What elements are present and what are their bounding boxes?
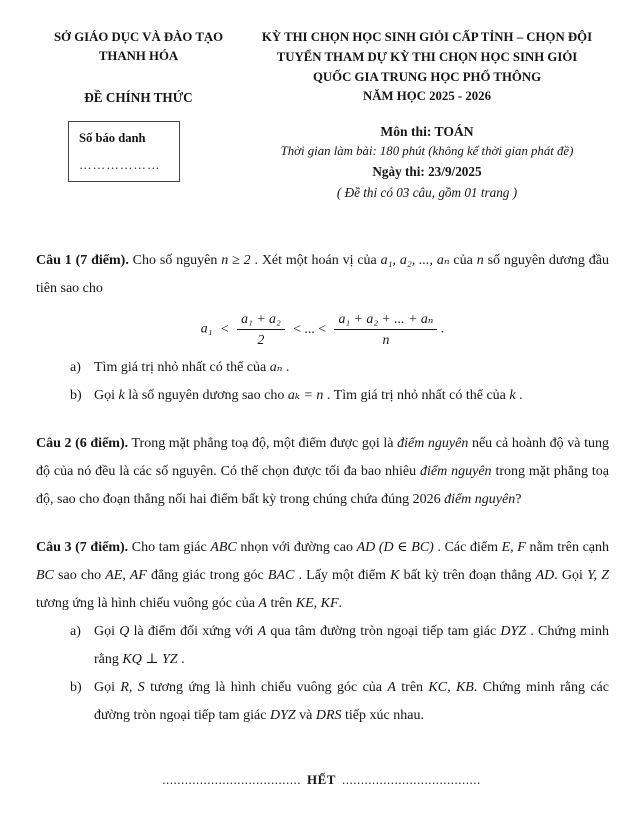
candidate-number-dotted-line: ……………… xyxy=(79,158,161,173)
fraction-1-numerator: a₁ + a₂ xyxy=(241,311,281,327)
header xyxy=(36,28,609,203)
question-3-item-b xyxy=(36,674,609,730)
header-left xyxy=(36,28,241,182)
formula-relation-1: < xyxy=(220,320,229,336)
subject-line: Môn thi: TOÁN xyxy=(380,124,474,140)
item-marker: b) xyxy=(70,679,82,695)
item-marker: a) xyxy=(70,623,81,639)
fraction-2-numerator: a₁ + a₂ + ... + aₙ xyxy=(338,311,434,327)
formula-lead-term: a₁ xyxy=(200,320,213,336)
end-of-paper-line xyxy=(0,772,643,788)
item-text: Gọi Q là điểm đối xứng với A qua tâm đường tròn ngoại tiếp tam giác DYZ . Chứng minh rằng KQ ⊥ YZ . xyxy=(94,623,609,667)
question-1-intro: Câu 1 (7 điểm). Cho số nguyên n ≥ 2 . Xét một hoán vị của a₁, a₂, ..., aₙ của n số nguyên dương đầu tiên sao cho xyxy=(36,253,609,297)
official-exam-label: ĐỀ CHÍNH THỨC xyxy=(84,90,193,106)
exam-title-line-2: TUYỂN THAM DỰ KỲ THI CHỌN HỌC SINH GIỎI xyxy=(276,49,578,64)
item-marker: b) xyxy=(70,387,82,403)
exam-title-line-1: KỲ THI CHỌN HỌC SINH GIỎI CẤP TỈNH – CHỌN ĐỘI xyxy=(261,30,593,44)
fraction-1-denominator: 2 xyxy=(237,329,285,349)
department-name: SỞ GIÁO DỤC VÀ ĐÀO TẠO xyxy=(53,30,224,44)
question-3-intro: Câu 3 (7 điểm). Cho tam giác ABC nhọn với đường cao AD (D ∈ BC) . Các điểm E, F nằm trên cạnh BC sao cho AE, AF đẳng giác trong góc BAC . Lấy một điểm K bất kỳ trên đoạn thẳng AD. Gọi Y, Z tương ứng là hình chiếu vuông góc của A trên KE, KF. xyxy=(36,539,610,611)
candidate-number-box xyxy=(68,121,180,182)
item-text: Gọi k là số nguyên dương sao cho aₖ = n . Tìm giá trị nhỏ nhất có thể của k . xyxy=(94,387,523,403)
exam-title-line-3: QUỐC GIA TRUNG HỌC PHỔ THÔNG xyxy=(312,69,542,84)
end-left-dots: ..................................... xyxy=(162,772,302,787)
candidate-number-label: Số báo danh xyxy=(79,131,146,146)
question-3-item-a xyxy=(36,618,609,674)
question-1-item-b xyxy=(36,382,609,410)
item-text: Tìm giá trị nhỏ nhất có thể của aₙ . xyxy=(94,359,290,375)
formula-relation-2: < ... < xyxy=(293,320,327,336)
formula-period: . xyxy=(440,320,445,336)
fraction-2-denominator: n xyxy=(334,329,437,349)
item-text: Gọi R, S tương ứng là hình chiếu vuông góc của A trên KC, KB. Chứng minh rằng các đường tròn ngoại tiếp tam giác DYZ và DRS tiếp xúc nhau. xyxy=(94,679,609,723)
province-name: THANH HÓA xyxy=(98,49,179,64)
duration-line: Thời gian làm bài: 180 phút (không kể thời gian phát đề) xyxy=(280,144,574,159)
header-right xyxy=(241,28,609,203)
formula-fraction-2 xyxy=(334,310,437,349)
question-1-item-a xyxy=(36,354,609,382)
exam-body xyxy=(36,247,609,730)
page-count-note: ( Đề thi có 03 câu, gồm 01 trang ) xyxy=(336,184,518,200)
question-1-formula xyxy=(36,310,609,349)
exam-date-line: Ngày thi: 23/9/2025 xyxy=(372,164,482,180)
item-marker: a) xyxy=(70,359,81,375)
formula-fraction-1 xyxy=(237,310,285,349)
question-2-intro: Câu 2 (6 điểm). Trong mặt phẳng toạ độ, một điểm được gọi là điểm nguyên nếu cả hoành độ và tung độ của nó đều là các số nguyên. Có thể chọn được tối đa bao nhiêu điểm nguyên trong mặt phẳng toạ độ, sao cho đoạn thẳng nối hai điểm bất kỳ trong chúng chứa đúng 2026 điểm nguyên? xyxy=(36,435,609,507)
end-label: HẾT xyxy=(307,772,336,787)
exam-title-line-4: NĂM HỌC 2025 - 2026 xyxy=(363,89,491,104)
end-right-dots: ..................................... xyxy=(341,772,481,787)
